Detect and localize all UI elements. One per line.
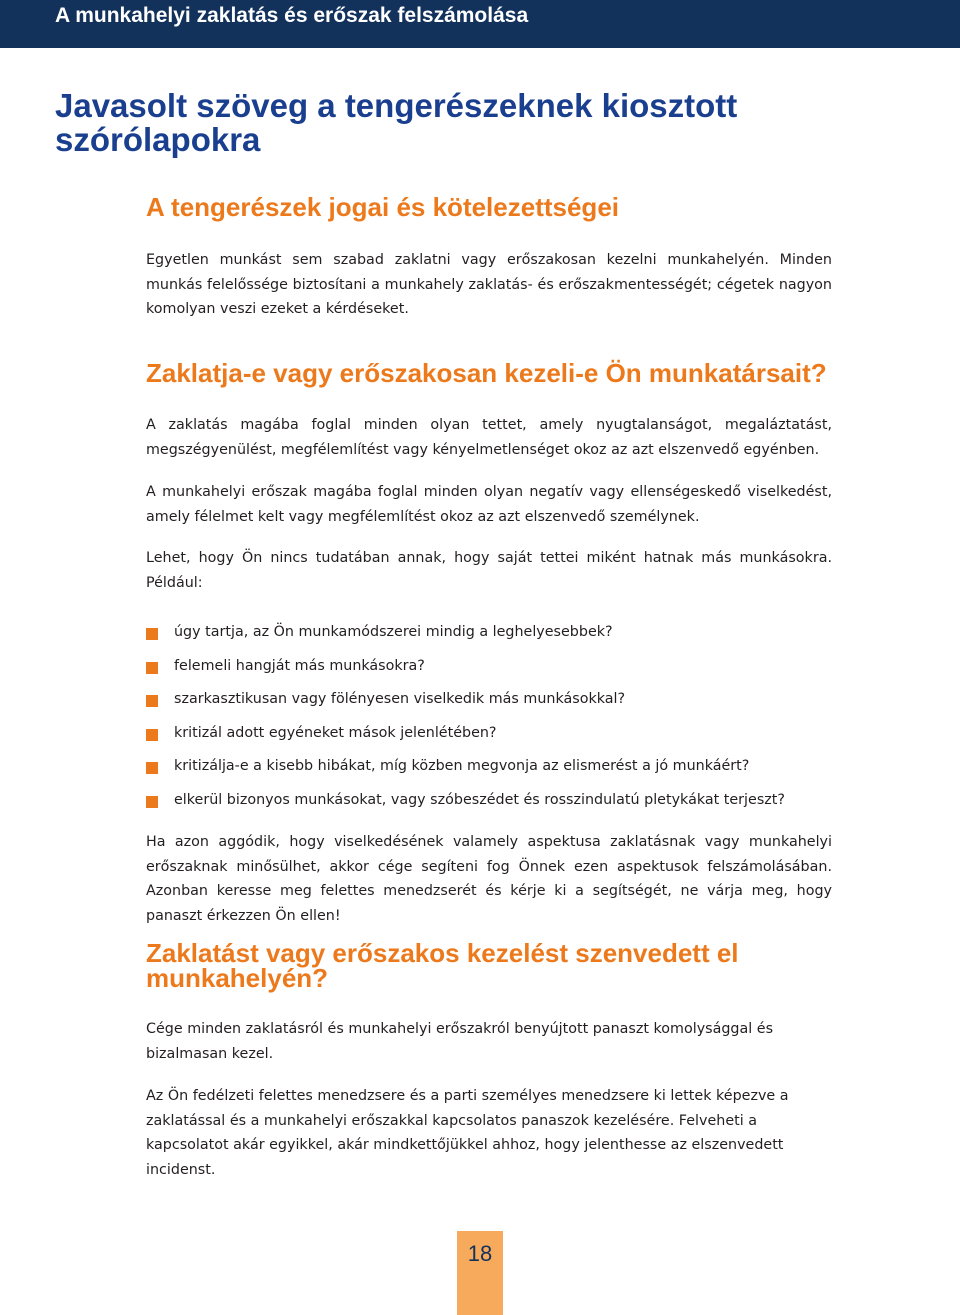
page-number: 18 — [457, 1231, 503, 1315]
header-title: A munkahelyi zaklatás és erőszak felszámolása — [55, 4, 529, 27]
bullet-square-icon — [146, 762, 158, 774]
concern-paragraph: Ha azon aggódik, hogy viselkedésének valamely aspektusa zaklatásnak vagy munkahelyi erőszaknak minősülhet, akkor cége segíteni fog Önnek ezen aspektusok felszámolásában. Azonban keresse meg felettes menedzserét és kérje ki a segítségét, ne várja meg, hogy panaszt érkezzen Ön ellen! — [146, 834, 832, 924]
complaint-handling-paragraph: Cége minden zaklatásról és munkahelyi erőszakról benyújtott panaszt komolysággal és bizalmasan kezel. — [146, 1021, 774, 1062]
list-item: kritizálja-e a kisebb hibákat, míg közben megvonja az elismerést a jó munkáért? — [146, 754, 832, 788]
violence-definition-paragraph: A munkahelyi erőszak magába foglal minden olyan negatív vagy ellenségeskedő viselkedést, amely félelmet kelt vagy megfélemlítést okoz az azt elszenvedő személynek. — [146, 484, 832, 525]
awareness-paragraph: Lehet, hogy Ön nincs tudatában annak, hogy saját tettei miként hatnak más munkásokra. Például: — [146, 550, 832, 591]
bullet-square-icon — [146, 628, 158, 640]
rights-paragraph: Egyetlen munkást sem szabad zaklatni vagy erőszakosan kezelni munkahelyén. Minden munkás felelőssége biztosítani a munkahely zaklatás- és erőszakmentességét; cégetek nagyon komolyan veszi ezeket a kérdéseket. — [146, 252, 832, 317]
header-bar — [0, 0, 960, 48]
bullet-square-icon — [146, 729, 158, 741]
manager-contact-paragraph: Az Ön fedélzeti felettes menedzsere és a parti személyes menedzsere ki lettek képezve a zaklatással és a munkahelyi erőszakkal kapcsolatos panaszok kezelésére. Felveheti a kapcsolatot akár egyikkel, akár mindkettőjükkel ahhoz, hogy jelenthesse az elszenvedett incidenst. — [146, 1088, 789, 1178]
section-heading-rights: A tengerészek jogai és kötelezettségei — [146, 192, 620, 222]
bullet-square-icon — [146, 796, 158, 808]
list-item: szarkasztikusan vagy fölényesen viselkedik más munkásokkal? — [146, 687, 832, 721]
page-title: Javasolt szöveg a tengerészeknek kiosztott szórólapokra — [55, 87, 738, 158]
section-heading-victim: Zaklatást vagy erőszakos kezelést szenvedett el munkahelyén? — [146, 938, 739, 993]
bullet-square-icon — [146, 695, 158, 707]
list-item: elkerül bizonyos munkásokat, vagy szóbeszédet és rosszindulatú pletykákat terjeszt? — [146, 788, 832, 822]
harassment-definition-paragraph: A zaklatás magába foglal minden olyan tettet, amely nyugtalanságot, megaláztatást, megszégyenülést, megfélemlítést vagy kényelmetlenséget okoz az azt elszenvedő egyénben. — [146, 417, 832, 458]
behavior-list — [146, 620, 832, 821]
list-item: kritizál adott egyéneket mások jelenlétében? — [146, 721, 832, 755]
section-heading-harass-others: Zaklatja-e vagy erőszakosan kezeli-e Ön munkatársait? — [146, 358, 827, 388]
list-item: felemeli hangját más munkásokra? — [146, 654, 832, 688]
bullet-square-icon — [146, 662, 158, 674]
list-item: úgy tartja, az Ön munkamódszerei mindig a leghelyesebbek? — [146, 620, 832, 654]
